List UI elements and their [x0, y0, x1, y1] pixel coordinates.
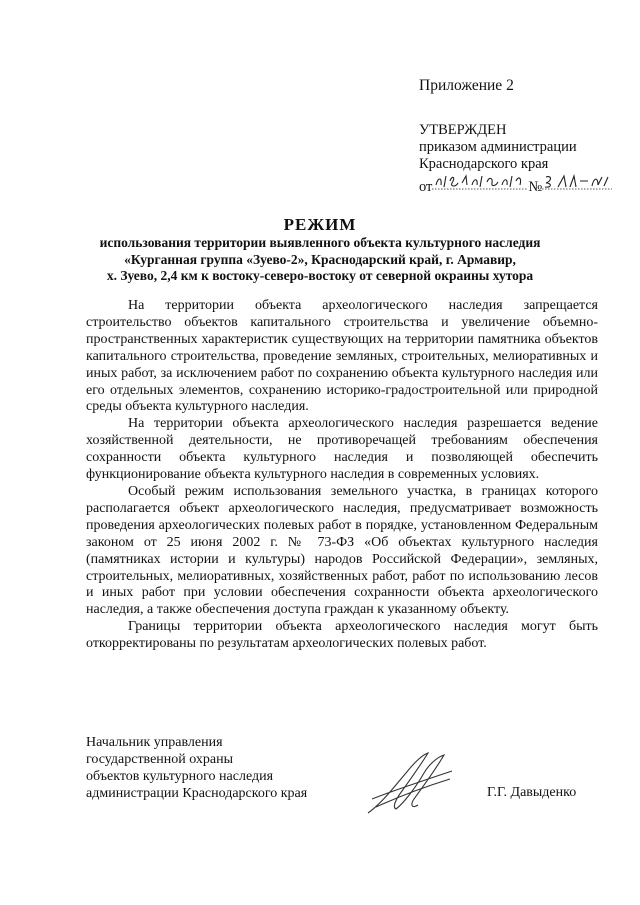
- paragraph-permitted-activity: На территории объекта археологического наследия разрешается ведение хозяйственной деятельности, не противоречащей требованиям обеспечения сохранности объекта культурного наследия и позволяющей обеспечить функционирование объекта культурного наследия в современных условиях.: [86, 416, 598, 483]
- document-title: РЕЖИМ: [283, 215, 357, 234]
- handwritten-signature: [362, 751, 457, 821]
- document-subtitle: [60, 235, 580, 285]
- approved-line-2: Краснодарского края: [419, 156, 549, 172]
- handwritten-date: [432, 173, 528, 191]
- subtitle-line-2: «Курганная группа «Зуево-2», Краснодарский край, г. Армавир,: [124, 251, 516, 267]
- subtitle-line-1: использования территории выявленного объекта культурного наследия: [99, 235, 541, 250]
- paragraph-special-regime: Особый режим использования земельного участка, в границах которого располагается объект археологического наследия, предусматривает возможность проведения археологических полевых работ в порядке, установленном Федеральным законом от 25 июня 2002 г. № 73-ФЗ «Об объектах культурного наследия (памятниках истории и культуры) народов Российской Федерации», земляных, строительных, мелиоративных, хозяйственных работ, работ по использованию лесов и иных работ при условии обеспечения сохранности объекта археологического наследия, а также обеспечения доступа граждан к указанному объекту.: [86, 483, 598, 618]
- paragraph-prohibitions: На территории объекта археологического наследия запрещается строительство объектов капитального строительства и увеличение объемно-пространственных характеристик существующих на территории памятника объектов капитального строительства, проведение земляных, строительных, мелиоративных и иных работ, за исключением работ по сохранению объекта культурного наследия или его отдельных элементов, сохранению историко-градостроительной или природной среды объекта культурного наследия.: [86, 298, 598, 415]
- signatory-position: [86, 734, 307, 802]
- approval-block: [419, 122, 619, 196]
- number-prefix: №: [528, 179, 543, 195]
- document-body: [86, 298, 598, 653]
- appendix-label: Приложение 2: [419, 77, 514, 94]
- date-number-line: [419, 173, 619, 196]
- handwritten-number: [542, 173, 612, 191]
- paragraph-boundaries: Границы территории объекта археологического наследия могут быть откорректированы по результатам археологических полевых работ.: [86, 619, 598, 652]
- approved-line-1: приказом администрации: [419, 139, 577, 155]
- approved-label: УТВЕРЖДЕН: [419, 122, 507, 138]
- position-line-4: администрации Краснодарского края: [86, 786, 308, 801]
- subtitle-line-3: х. Зуево, 2,4 км к востоку-северо-востоку от северной окраины хутора: [106, 268, 534, 283]
- date-prefix: от: [419, 179, 433, 195]
- position-line-3: объектов культурного наследия: [86, 769, 274, 784]
- position-line-2: государственной охраны: [86, 752, 234, 767]
- signer-name: Г.Г. Давыденко: [487, 785, 577, 800]
- position-line-1: Начальник управления: [86, 735, 223, 750]
